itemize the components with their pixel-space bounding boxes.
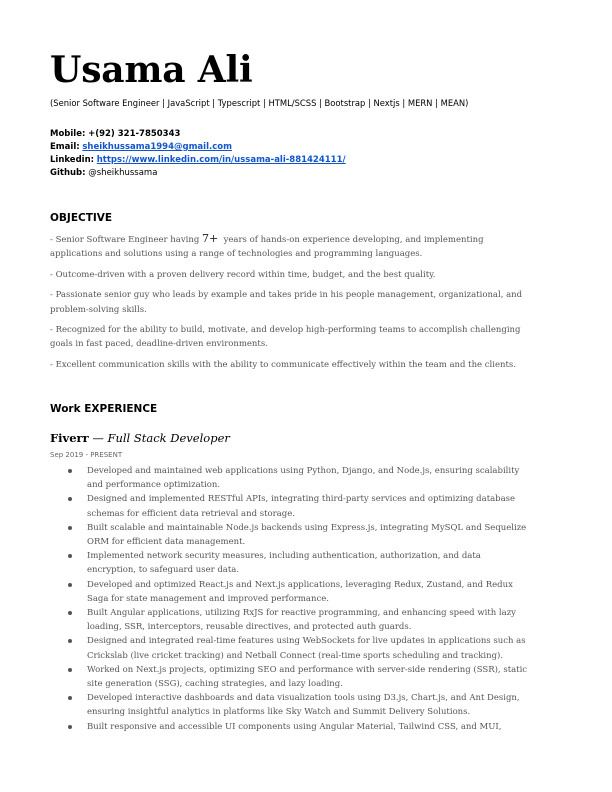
job-bullet-text: Designed and integrated real-time features using WebSockets for live updates in applications such as Crickslab (live cricket tracking) and Netball Connect (real-time sports scheduling and tracking). [87, 636, 526, 661]
job-bullet-text: Built responsive and accessible UI components using Angular Material, Tailwind CSS, and MUI, [87, 721, 502, 732]
objective-item [50, 232, 530, 262]
bullet-dot-icon [68, 725, 72, 729]
job-company: Fiverr [50, 431, 89, 445]
job-bullet [50, 720, 530, 734]
bullet-dot-icon [68, 469, 72, 473]
bullet-dot-icon [68, 639, 72, 643]
experience-heading: Work EXPERIENCE [50, 403, 158, 415]
mobile-value: +(92) 321-7850343 [88, 129, 181, 139]
job-bullet [50, 634, 530, 662]
job-bullet [50, 606, 530, 634]
objective-item-1-prefix: - Senior Software Engineer having [50, 235, 200, 245]
contact-mobile [50, 128, 346, 141]
github-handle: @sheikhussama [88, 168, 158, 178]
objective-item: - Passionate senior guy who leads by example and takes pride in his people management, organizational, and problem-solving skills. [50, 290, 523, 315]
linkedin-label: Linkedin: [50, 155, 95, 165]
bullet-dot-icon [68, 668, 72, 672]
objective-years: 7+ [201, 232, 219, 245]
job-bullet-text: Developed and maintained web applications using Python, Django, and Node.js, ensuring scalability and performance optimization. [87, 466, 520, 491]
job-bullet [50, 492, 530, 520]
job-bullet-text: Implemented network security measures, including authentication, authorization, and data encryption, to safeguard user data. [87, 551, 481, 576]
job-bullet-text: Built scalable and maintainable Node.js backends using Express.js, integrating MySQL and Sequelize ORM for efficient data management. [87, 522, 527, 548]
job-bullet-text: Worked on Next.js projects, optimizing SEO and performance with server-side rendering (SSR), static site generation (SSG), caching strategies, and lazy loading. [87, 664, 528, 690]
job-bullet-text: Developed and optimized React.js and Next.js applications, leveraging Redux, Zustand, and Redux Saga for state management and improved performance. [87, 579, 513, 604]
contact-linkedin [50, 154, 346, 167]
linkedin-link[interactable]: https://www.linkedin.com/in/ussama-ali-881424111/ [96, 155, 346, 165]
job-bullet [50, 521, 530, 549]
job-heading [50, 431, 230, 446]
objective-item: - Excellent communication skills with the ability to communicate effectively within the team and the clients. [50, 359, 516, 370]
github-label: Github: [50, 168, 86, 178]
bullet-dot-icon [68, 554, 72, 558]
objective-item-1-suffix: years of hands-on experience developing, and implementing applications and solutions using a range of technologies and programming languages. [50, 235, 484, 260]
objective-item: - Outcome-driven with a proven delivery record within time, budget, and the best quality. [50, 269, 436, 280]
bullet-dot-icon [68, 611, 72, 615]
resume-subtitle: (Senior Software Engineer | JavaScript | Typescript | HTML/SCSS | Bootstrap | Nextjs | MERN | MEAN) [50, 98, 469, 108]
contact-email [50, 141, 346, 154]
job-bullet [50, 464, 530, 492]
objective-list [50, 232, 530, 378]
job-bullet [50, 578, 530, 606]
bullet-dot-icon [68, 696, 72, 700]
job-bullet-text: Built Angular applications, utilizing RxJS for reactive programming, and enhancing speed with lazy loading, SSR, interceptors, reusable directives, and protected auth guards. [87, 608, 516, 633]
job-bullet-list [50, 464, 530, 734]
resume-name: Usama Ali [50, 49, 253, 91]
bullet-dot-icon [68, 583, 72, 587]
objective-heading: OBJECTIVE [50, 212, 113, 224]
email-link[interactable]: sheikhussama1994@gmail.com [82, 142, 232, 152]
job-bullet [50, 663, 530, 691]
contact-github [50, 167, 346, 180]
job-dates: Sep 2019 - PRESENT [50, 451, 123, 459]
mobile-label: Mobile: [50, 129, 86, 139]
job-role: Full Stack Developer [107, 431, 230, 445]
bullet-dot-icon [68, 526, 72, 530]
email-label: Email: [50, 142, 80, 152]
bullet-dot-icon [68, 497, 72, 501]
objective-item: - Recognized for the ability to build, motivate, and develop high-performing teams to accomplish challenging goals in fast paced, deadline-driven environments. [50, 325, 521, 350]
job-bullet-text: Designed and implemented RESTful APIs, integrating third-party services and optimizing database schemas for efficient data retrieval and storage. [87, 494, 516, 519]
contact-block [50, 128, 346, 180]
job-bullet [50, 691, 530, 719]
job-bullet [50, 549, 530, 577]
job-bullet-text: Developed interactive dashboards and data visualization tools using D3.js, Chart.js, and Ant Design, ensuring insightful analytics in platforms like Sky Watch and Summit Delivery Solutions. [87, 693, 520, 718]
job-separator: — [92, 431, 104, 445]
